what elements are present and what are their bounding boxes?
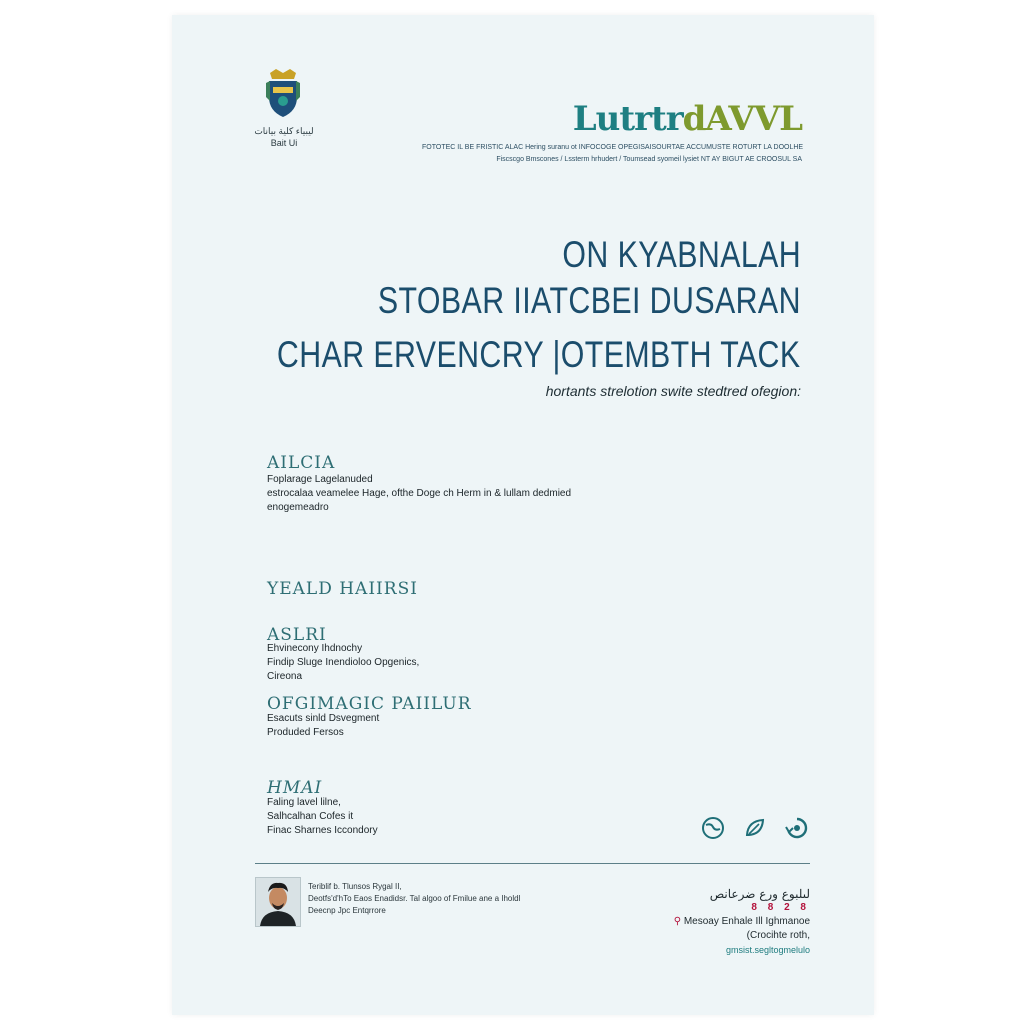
contact-block [674, 887, 810, 957]
section-line: Faling lavel lilne, [267, 797, 341, 808]
section-heading: HMAI [267, 778, 323, 798]
leaf-icon [742, 815, 768, 841]
section-line: Salhcalhan Cofes it [267, 811, 354, 822]
crest-caption [224, 125, 344, 149]
icon-row [700, 815, 810, 841]
globe-icon [700, 815, 726, 841]
wordmark-part-a: Lutrtr [572, 99, 683, 139]
footer-text [308, 881, 520, 917]
section-heading: AILCIA [267, 453, 336, 473]
section-line: Ehvinecony Ihdnochy [267, 643, 363, 654]
section-line: estrocalaa veamelee Hage, ofthe Doge ch Herm in & lullam dedmied [267, 488, 572, 499]
section-heading: OFGIMAGIC PAIILUR [267, 694, 472, 714]
section-line: enogemeadro [267, 502, 329, 513]
contact-line: (Crocihte roth, [746, 930, 810, 941]
section-line: Produded Fersos [267, 727, 344, 738]
contact-email[interactable]: gmsist.segltogmelulo [725, 945, 810, 955]
section-body [267, 796, 378, 838]
title-line-1: ON KYABNALAH [562, 234, 801, 275]
subtitle: hortants strelotion swite stedtred ofegion: [545, 383, 801, 399]
footer-line: Deecnp Jpc Entqrrore [308, 906, 386, 915]
title-line-3: CHAR ERVENCRY |OTEMBTH TACK [277, 334, 801, 375]
section-heading: YEALD HAIIRSI [267, 579, 418, 599]
section-heading: ASLRI [267, 625, 327, 645]
header-info-line: Fiscscgo Bmscones / Lssterm hrhudert / Toumsead syomeil lysiet NT AY BIGUT AE CROOSUL SA [496, 156, 802, 163]
header-info-line: FOTOTEC IL BE FRISTIC ALAC Hering suranu ot INFOCOGE OPEGISAISOURTAE ACCUMUSTE ROTURT LA DOOLHE [422, 144, 804, 151]
section-line: Finac Sharnes Iccondory [267, 825, 378, 836]
crest-logo [264, 67, 302, 119]
crest-caption-line: Bait Ui [270, 138, 298, 148]
footer-divider [255, 863, 810, 864]
title-line-2: STOBAR IIATCBEI DUSARAN [377, 280, 801, 321]
recycle-icon [784, 815, 810, 841]
wordmark-part-b: dAVVL [682, 99, 802, 139]
section-line: Foplarage Lagelanuded [267, 474, 373, 485]
footer-line: Deotfs'd'hTo Eaos Enadidsr. Tal algoo of Fmilue ane a Iholdl [308, 894, 521, 903]
header-info [422, 142, 802, 166]
section-body [267, 712, 379, 740]
document-page [172, 15, 874, 1015]
section-body [267, 642, 419, 684]
section-line: Findip Sluge Inendioloo Opgenics, [267, 657, 420, 668]
contact-script: لىلبوع ورع ضرعانص [709, 887, 810, 901]
crest-caption-line: ليبياء كلية بيانات [254, 126, 314, 136]
contact-code: 8 8 2 8 [751, 902, 810, 913]
contact-name: Mesoay Enhale Ill Ighmanoe [683, 916, 810, 927]
avatar [255, 877, 301, 927]
footer-line: Teriblif b. Tlunsos Rygal II, [308, 882, 402, 891]
location-pin-icon: ⚲ [673, 916, 682, 927]
section-body [267, 473, 571, 515]
section-line: Esacuts sinld Dsvegment [267, 713, 380, 724]
contact-name-row [674, 915, 810, 929]
brand-wordmark [573, 99, 802, 139]
section-line: Cireona [267, 671, 303, 682]
